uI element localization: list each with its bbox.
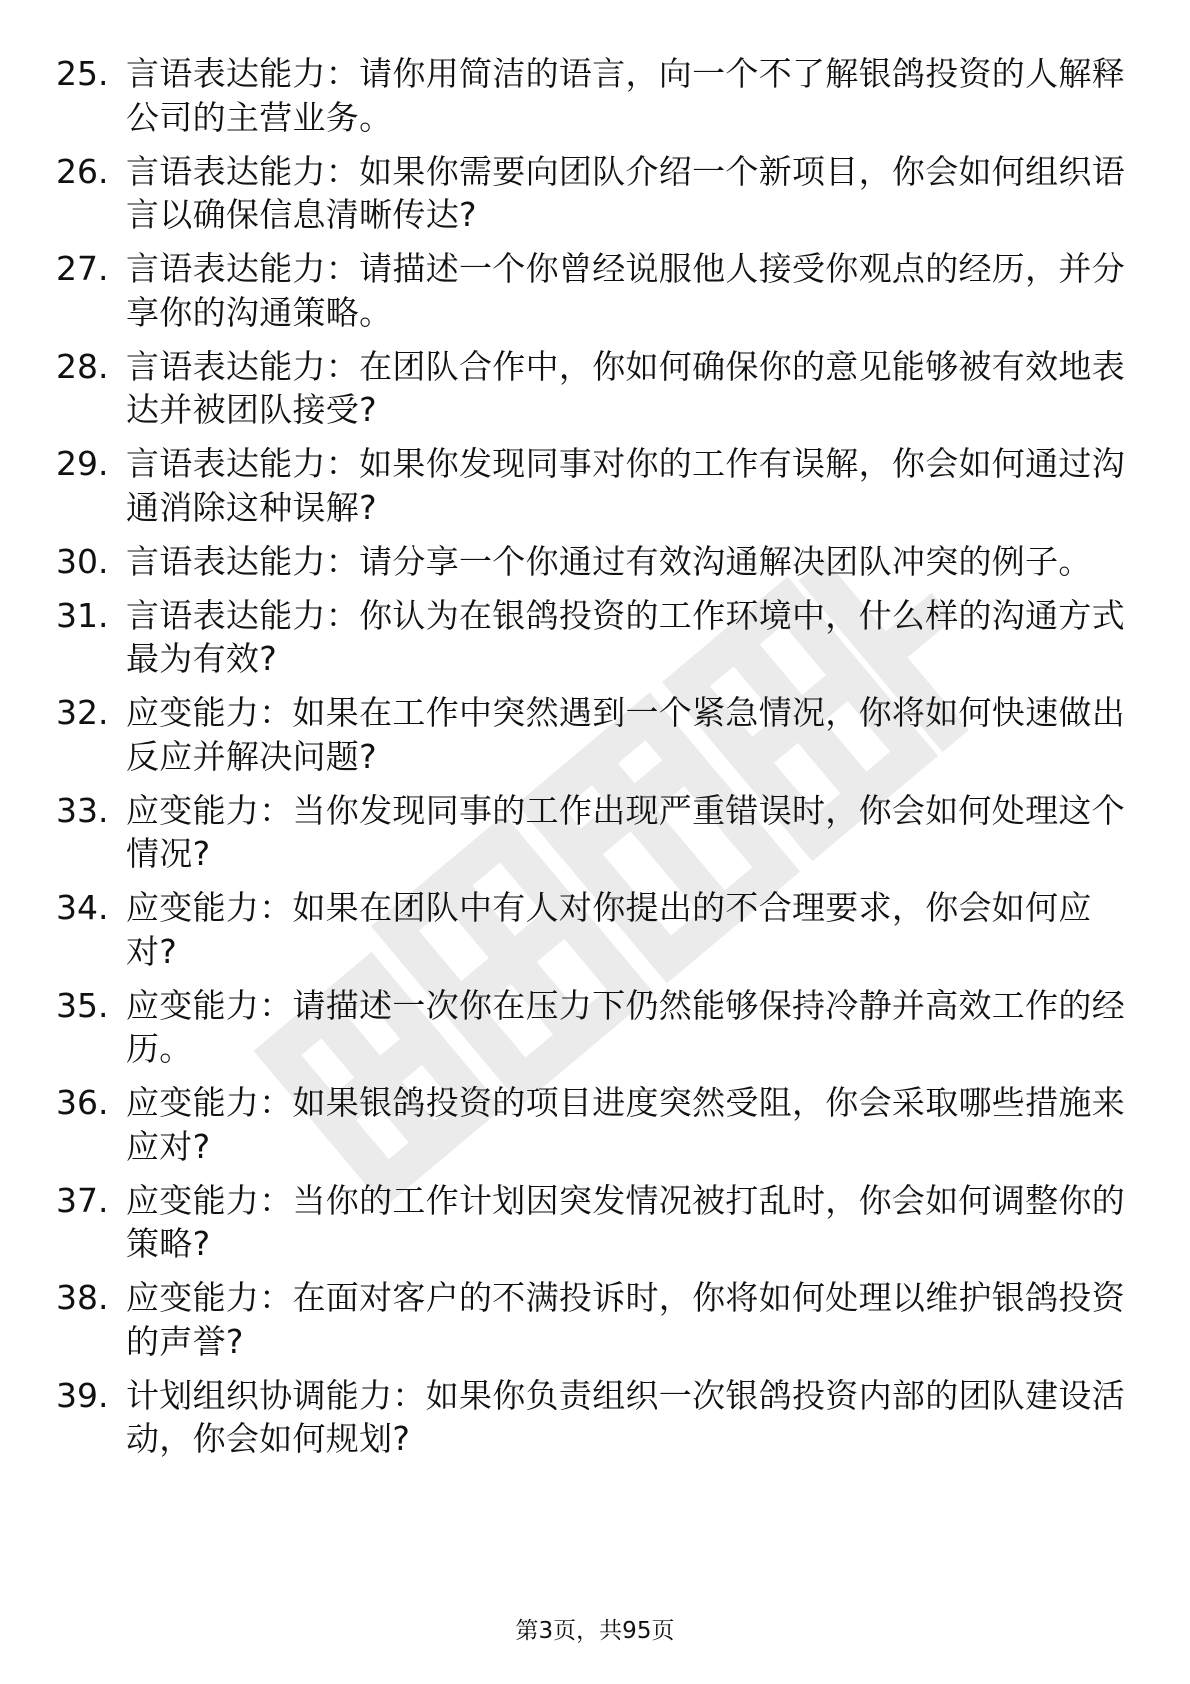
question-text: 应变能力：请描述一次你在压力下仍然能够保持冷静并高效工作的经历。 bbox=[126, 985, 1125, 1068]
question-text: 应变能力：如果银鸽投资的项目进度突然受阻，你会采取哪些措施来应对? bbox=[126, 1083, 1125, 1166]
question-text: 计划组织协调能力：如果你负责组织一次银鸽投资内部的团队建设活动，你会如何规划? bbox=[126, 1375, 1125, 1458]
list-item bbox=[56, 150, 1136, 237]
question-number: 34. bbox=[56, 888, 109, 927]
list-item bbox=[56, 1179, 1136, 1266]
question-text: 应变能力：在面对客户的不满投诉时，你将如何处理以维护银鸽投资的声誉? bbox=[126, 1278, 1125, 1361]
question-number: 37. bbox=[56, 1180, 109, 1220]
question-number: 28. bbox=[56, 346, 109, 386]
question-text: 言语表达能力：在团队合作中，你如何确保你的意见能够被有效地表达并被团队接受? bbox=[126, 346, 1125, 429]
list-item bbox=[56, 594, 1136, 681]
question-number: 36. bbox=[56, 1083, 109, 1122]
question-number: 25. bbox=[56, 54, 109, 93]
question-text: 应变能力：当你的工作计划因突发情况被打乱时，你会如何调整你的策略? bbox=[126, 1180, 1125, 1263]
list-item bbox=[56, 540, 1136, 584]
question-number: 35. bbox=[56, 985, 109, 1025]
list-item bbox=[56, 345, 1136, 432]
question-text: 言语表达能力：如果你发现同事对你的工作有误解，你会如何通过沟通消除这种误解? bbox=[126, 444, 1125, 527]
list-item bbox=[56, 886, 1136, 973]
question-number: 29. bbox=[56, 444, 109, 483]
question-number: 32. bbox=[56, 693, 109, 732]
question-text: 言语表达能力：请你用简洁的语言，向一个不了解银鸽投资的人解释公司的主营业务。 bbox=[126, 54, 1125, 137]
question-text: 应变能力：如果在工作中突然遇到一个紧急情况，你将如何快速做出反应并解决问题? bbox=[126, 693, 1125, 776]
list-item bbox=[56, 1374, 1136, 1461]
list-item bbox=[56, 984, 1136, 1071]
list-item bbox=[56, 1081, 1136, 1168]
list-item bbox=[56, 247, 1136, 334]
list-item bbox=[56, 52, 1136, 139]
question-text: 言语表达能力：你认为在银鸽投资的工作环境中，什么样的沟通方式最为有效? bbox=[126, 595, 1125, 678]
list-item bbox=[56, 789, 1136, 876]
question-number: 31. bbox=[56, 595, 109, 635]
question-list bbox=[56, 52, 1136, 1471]
question-number: 33. bbox=[56, 790, 109, 830]
question-text: 言语表达能力：请描述一个你曾经说服他人接受你观点的经历，并分享你的沟通策略。 bbox=[126, 249, 1125, 332]
page-number-footer: 第3页，共95页 bbox=[515, 1618, 675, 1644]
question-text: 应变能力：当你发现同事的工作出现严重错误时，你会如何处理这个情况? bbox=[126, 790, 1125, 873]
list-item bbox=[56, 442, 1136, 529]
question-text: 言语表达能力：如果你需要向团队介绍一个新项目，你会如何组织语言以确保信息清晰传达? bbox=[126, 151, 1125, 234]
question-number: 39. bbox=[56, 1375, 109, 1415]
question-number: 30. bbox=[56, 541, 109, 581]
question-number: 38. bbox=[56, 1278, 109, 1317]
list-item bbox=[56, 1276, 1136, 1363]
question-number: 26. bbox=[56, 151, 109, 191]
question-text: 言语表达能力：请分享一个你通过有效沟通解决团队冲突的例子。 bbox=[126, 541, 1092, 581]
question-number: 27. bbox=[56, 249, 109, 288]
list-item bbox=[56, 691, 1136, 778]
question-text: 应变能力：如果在团队中有人对你提出的不合理要求，你会如何应对? bbox=[126, 888, 1092, 971]
